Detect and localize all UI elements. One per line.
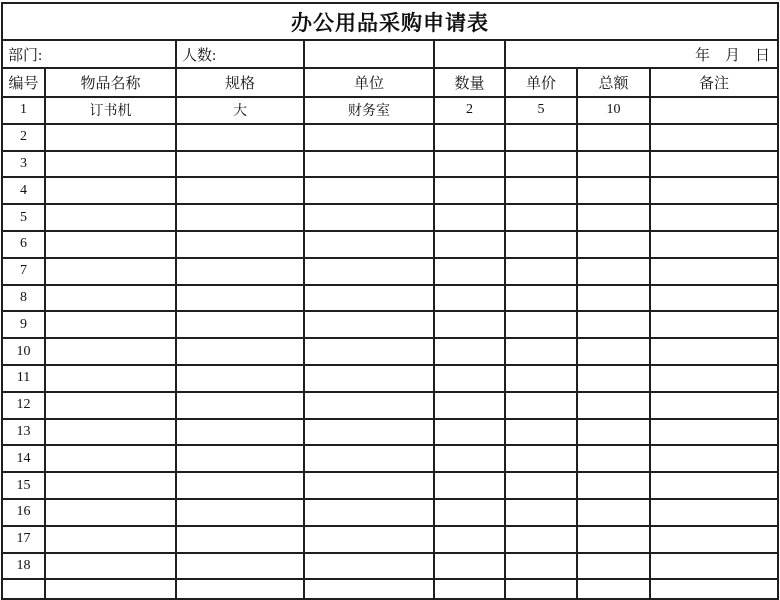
remarks-cell: [650, 472, 778, 499]
title-row: [2, 3, 778, 40]
remarks-cell: [650, 285, 778, 312]
quantity-cell: [434, 365, 505, 392]
unit-cell: [304, 338, 434, 365]
remarks-cell: [650, 392, 778, 419]
total-cell: 10: [577, 97, 650, 124]
quantity-cell: 2: [434, 97, 505, 124]
item-name-cell: [45, 204, 176, 231]
spec-cell: [176, 472, 304, 499]
spec-cell: [176, 338, 304, 365]
unit-price-cell: [505, 472, 577, 499]
table-row: [2, 231, 778, 258]
item-name-cell: [45, 338, 176, 365]
item-name-cell: [45, 311, 176, 338]
unit-price-cell: [505, 365, 577, 392]
unit-cell: 财务室: [304, 97, 434, 124]
table-row: [2, 472, 778, 499]
unit-cell: [304, 231, 434, 258]
table-row: [2, 419, 778, 446]
unit-cell: [304, 419, 434, 446]
row-number-cell: 5: [2, 204, 45, 231]
row-number-cell: 8: [2, 285, 45, 312]
unit-price-cell: [505, 392, 577, 419]
unit-price-cell: [505, 311, 577, 338]
item-name-cell: [45, 392, 176, 419]
col-header-unit: 单位: [304, 68, 434, 97]
item-name-cell: [45, 258, 176, 285]
row-number-cell: 4: [2, 177, 45, 204]
table-row: [2, 338, 778, 365]
spec-cell: [176, 499, 304, 526]
form-title: 办公用品采购申请表: [2, 3, 778, 40]
item-name-cell: [45, 231, 176, 258]
spec-cell: [176, 365, 304, 392]
total-cell: [577, 472, 650, 499]
total-cell: [577, 419, 650, 446]
total-cell: [577, 177, 650, 204]
table-row: [2, 579, 778, 599]
unit-cell: [304, 204, 434, 231]
col-header-total: 总额: [577, 68, 650, 97]
row-number-cell: 12: [2, 392, 45, 419]
spec-cell: [176, 258, 304, 285]
col-header-item-name: 物品名称: [45, 68, 176, 97]
col-header-unit-price: 单价: [505, 68, 577, 97]
quantity-cell: [434, 311, 505, 338]
remarks-cell: [650, 151, 778, 178]
row-number-cell: 7: [2, 258, 45, 285]
total-cell: [577, 579, 650, 599]
row-number-cell: 6: [2, 231, 45, 258]
spec-cell: [176, 445, 304, 472]
item-name-cell: [45, 285, 176, 312]
quantity-cell: [434, 124, 505, 151]
item-name-cell: [45, 365, 176, 392]
table-row: [2, 365, 778, 392]
unit-price-cell: [505, 285, 577, 312]
spec-cell: [176, 392, 304, 419]
table-row: [2, 97, 778, 124]
total-cell: [577, 392, 650, 419]
spec-cell: [176, 311, 304, 338]
row-number-cell: 13: [2, 419, 45, 446]
unit-price-cell: [505, 204, 577, 231]
quantity-cell: [434, 579, 505, 599]
quantity-cell: [434, 338, 505, 365]
item-name-cell: [45, 499, 176, 526]
quantity-cell: [434, 392, 505, 419]
spec-cell: [176, 231, 304, 258]
remarks-cell: [650, 258, 778, 285]
unit-price-cell: 5: [505, 97, 577, 124]
unit-cell: [304, 579, 434, 599]
total-cell: [577, 204, 650, 231]
spec-cell: [176, 553, 304, 580]
unit-price-cell: [505, 231, 577, 258]
unit-price-cell: [505, 526, 577, 553]
unit-cell: [304, 285, 434, 312]
table-row: [2, 177, 778, 204]
row-number-cell: 1: [2, 97, 45, 124]
quantity-cell: [434, 151, 505, 178]
table-row: [2, 445, 778, 472]
col-header-spec: 规格: [176, 68, 304, 97]
blank-info-cell-1: [304, 40, 434, 68]
unit-cell: [304, 472, 434, 499]
table-row: [2, 258, 778, 285]
remarks-cell: [650, 499, 778, 526]
item-name-cell: [45, 579, 176, 599]
remarks-cell: [650, 124, 778, 151]
quantity-cell: [434, 526, 505, 553]
row-number-cell: 14: [2, 445, 45, 472]
headcount-cell: 人数:: [176, 40, 304, 68]
row-number-cell: 10: [2, 338, 45, 365]
table-row: [2, 151, 778, 178]
remarks-cell: [650, 365, 778, 392]
spec-cell: [176, 526, 304, 553]
unit-cell: [304, 365, 434, 392]
spec-cell: [176, 285, 304, 312]
quantity-cell: [434, 231, 505, 258]
quantity-cell: [434, 553, 505, 580]
spec-cell: [176, 124, 304, 151]
remarks-cell: [650, 445, 778, 472]
unit-cell: [304, 553, 434, 580]
total-cell: [577, 285, 650, 312]
item-name-cell: [45, 419, 176, 446]
row-number-cell: 2: [2, 124, 45, 151]
quantity-cell: [434, 445, 505, 472]
spec-cell: [176, 419, 304, 446]
total-cell: [577, 365, 650, 392]
total-cell: [577, 338, 650, 365]
quantity-cell: [434, 177, 505, 204]
total-cell: [577, 258, 650, 285]
spec-cell: [176, 177, 304, 204]
total-cell: [577, 445, 650, 472]
unit-cell: [304, 177, 434, 204]
row-number-cell: 3: [2, 151, 45, 178]
item-name-cell: [45, 177, 176, 204]
unit-cell: [304, 258, 434, 285]
date-cell: 年 月 日: [505, 40, 778, 68]
item-name-cell: [45, 151, 176, 178]
unit-cell: [304, 499, 434, 526]
item-name-cell: [45, 445, 176, 472]
unit-price-cell: [505, 258, 577, 285]
table-row: [2, 285, 778, 312]
unit-cell: [304, 151, 434, 178]
total-cell: [577, 499, 650, 526]
spec-cell: 大: [176, 97, 304, 124]
unit-price-cell: [505, 124, 577, 151]
row-number-cell: 11: [2, 365, 45, 392]
unit-price-cell: [505, 338, 577, 365]
total-cell: [577, 553, 650, 580]
total-cell: [577, 311, 650, 338]
row-number-cell: 15: [2, 472, 45, 499]
row-number-cell: 16: [2, 499, 45, 526]
total-cell: [577, 526, 650, 553]
quantity-cell: [434, 419, 505, 446]
spec-cell: [176, 204, 304, 231]
table-row: [2, 124, 778, 151]
remarks-cell: [650, 553, 778, 580]
quantity-cell: [434, 285, 505, 312]
blank-info-cell-2: [434, 40, 505, 68]
quantity-cell: [434, 499, 505, 526]
remarks-cell: [650, 338, 778, 365]
unit-price-cell: [505, 177, 577, 204]
department-cell: 部门:: [2, 40, 176, 68]
table-row: [2, 392, 778, 419]
item-name-cell: 订书机: [45, 97, 176, 124]
unit-price-cell: [505, 579, 577, 599]
table-row: [2, 311, 778, 338]
item-name-cell: [45, 124, 176, 151]
unit-price-cell: [505, 499, 577, 526]
unit-price-cell: [505, 445, 577, 472]
table-row: [2, 553, 778, 580]
unit-cell: [304, 311, 434, 338]
info-row: [2, 40, 778, 68]
remarks-cell: [650, 419, 778, 446]
remarks-cell: [650, 579, 778, 599]
item-name-cell: [45, 526, 176, 553]
unit-cell: [304, 526, 434, 553]
table-row: [2, 526, 778, 553]
total-cell: [577, 124, 650, 151]
row-number-cell: 17: [2, 526, 45, 553]
unit-price-cell: [505, 419, 577, 446]
column-header-row: [2, 68, 778, 97]
remarks-cell: [650, 97, 778, 124]
col-header-remarks: 备注: [650, 68, 778, 97]
remarks-cell: [650, 204, 778, 231]
unit-cell: [304, 124, 434, 151]
table-row: [2, 204, 778, 231]
total-cell: [577, 151, 650, 178]
item-name-cell: [45, 553, 176, 580]
remarks-cell: [650, 311, 778, 338]
quantity-cell: [434, 472, 505, 499]
spec-cell: [176, 151, 304, 178]
row-number-cell: 9: [2, 311, 45, 338]
form-table: [1, 2, 779, 600]
item-name-cell: [45, 472, 176, 499]
total-cell: [577, 231, 650, 258]
spec-cell: [176, 579, 304, 599]
unit-price-cell: [505, 553, 577, 580]
col-header-quantity: 数量: [434, 68, 505, 97]
quantity-cell: [434, 204, 505, 231]
remarks-cell: [650, 177, 778, 204]
table-row: [2, 499, 778, 526]
remarks-cell: [650, 231, 778, 258]
quantity-cell: [434, 258, 505, 285]
remarks-cell: [650, 526, 778, 553]
row-number-cell: [2, 579, 45, 599]
col-header-number: 编号: [2, 68, 45, 97]
unit-cell: [304, 392, 434, 419]
row-number-cell: 18: [2, 553, 45, 580]
unit-price-cell: [505, 151, 577, 178]
unit-cell: [304, 445, 434, 472]
